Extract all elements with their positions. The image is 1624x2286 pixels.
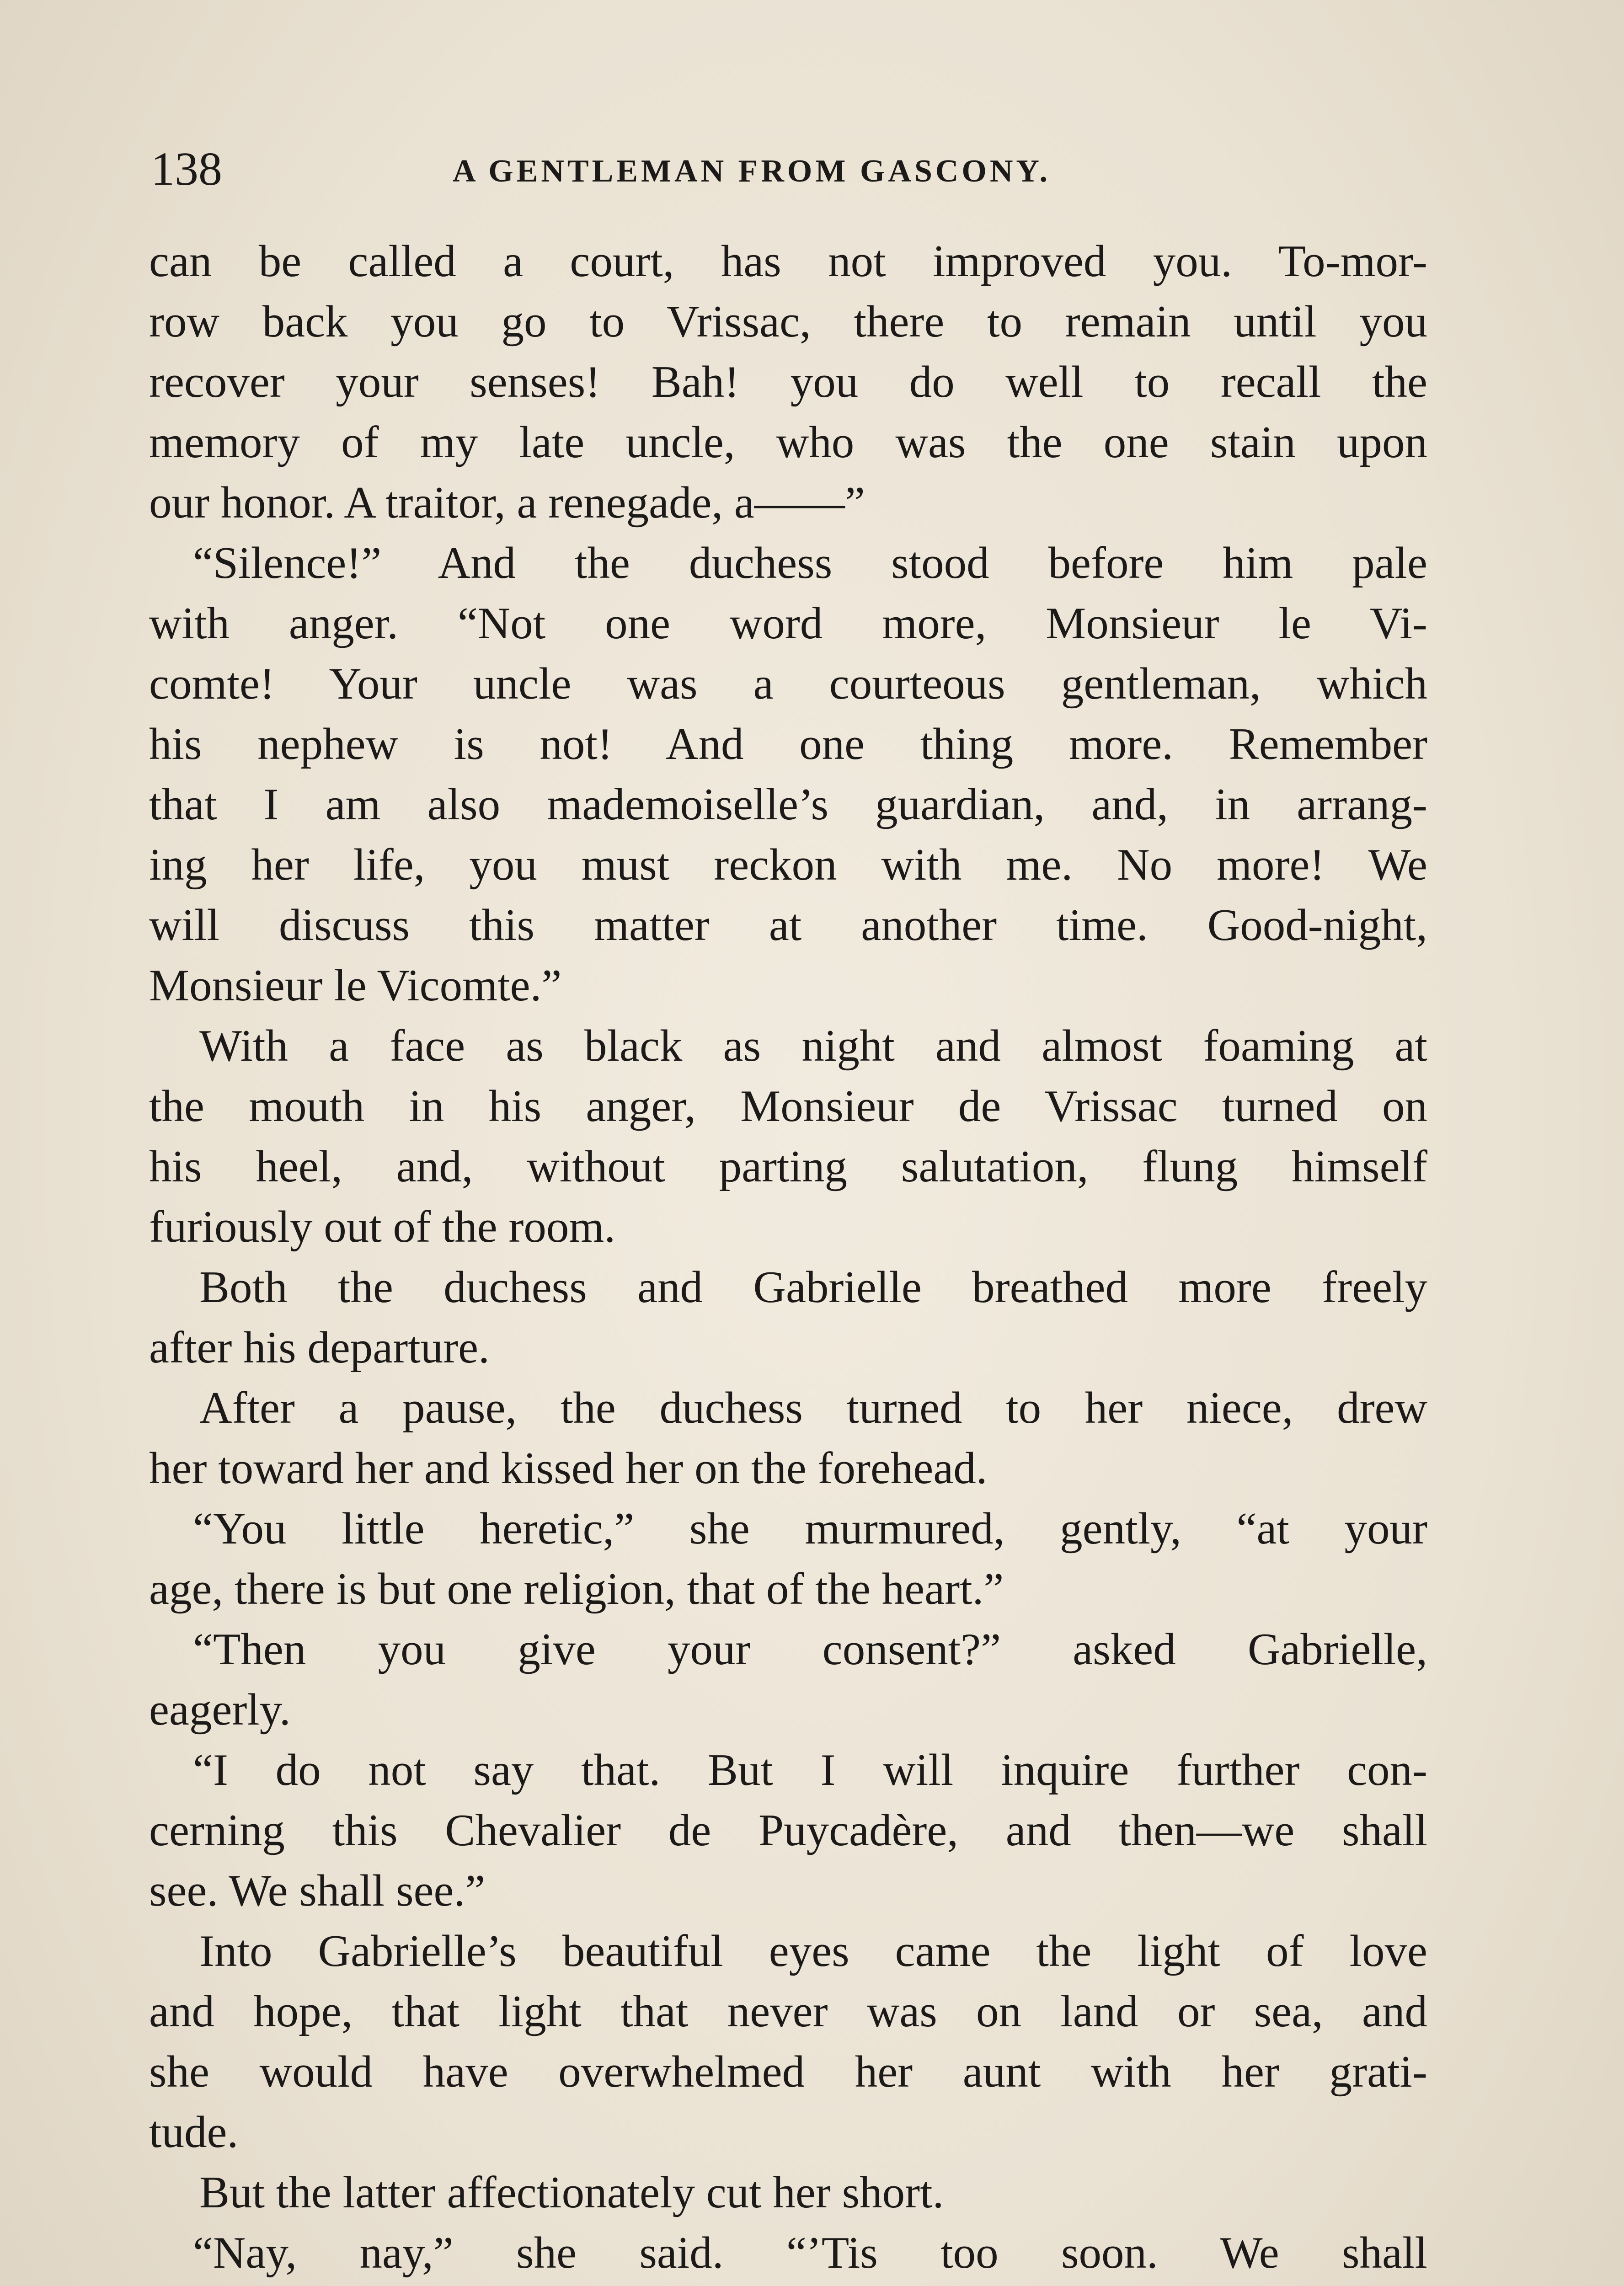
text-line: Into Gabrielle’s beautiful eyes came the light of love (199, 1926, 1427, 1976)
text-line: But the latter affectionately cut her short. (199, 2168, 944, 2217)
text-line: his nephew is not! And one thing more. Remember (149, 719, 1427, 769)
text-line: after his departure. (149, 1323, 490, 1373)
text-line: see. We shall see.” (149, 1866, 486, 1916)
text-line: “Nay, nay,” she said. “’Tis too soon. We shall (193, 2228, 1427, 2278)
running-title: A GENTLEMAN FROM GASCONY. (453, 154, 1051, 189)
text-line: tude. (149, 2107, 239, 2157)
text-line: and hope, that light that never was on land or sea, and (149, 1987, 1427, 2036)
text-line: memory of my late uncle, who was the one stain upon (149, 417, 1427, 467)
text-line: that I am also mademoiselle’s guardian, and, in arrang- (149, 780, 1427, 829)
page-number: 138 (151, 143, 222, 195)
text-line: our honor. A traitor, a renegade, a——” (149, 478, 865, 528)
text-line: the mouth in his anger, Monsieur de Vrissac turned on (149, 1081, 1427, 1131)
text-line: “You little heretic,” she murmured, gently, “at your (193, 1504, 1427, 1554)
text-line: “Silence!” And the duchess stood before him pale (193, 538, 1427, 588)
text-line: cerning this Chevalier de Puycadère, and then—we shall (149, 1805, 1427, 1855)
text-line: can be called a court, has not improved you. To-mor- (149, 236, 1427, 286)
text-line: eagerly. (149, 1685, 291, 1735)
text-line: row back you go to Vrissac, there to remain until you (149, 297, 1427, 347)
text-line: his heel, and, without parting salutation, flung himself (149, 1142, 1427, 1191)
text-line: she would have overwhelmed her aunt with her grati- (149, 2047, 1427, 2097)
text-line: ing her life, you must reckon with me. No more! We (149, 840, 1427, 890)
text-line: Both the duchess and Gabrielle breathed more freely (199, 1262, 1427, 1312)
body-text (149, 231, 1427, 2283)
text-line: With a face as black as night and almost foaming at (199, 1021, 1427, 1071)
text-line: Monsieur le Vicomte.” (149, 961, 562, 1010)
text-line: “Then you give your consent?” asked Gabrielle, (193, 1624, 1427, 1674)
text-line: with anger. “Not one word more, Monsieur le Vi- (149, 598, 1427, 648)
text-line: recover your senses! Bah! you do well to recall the (149, 357, 1427, 407)
text-line: furiously out of the room. (149, 1202, 616, 1252)
text-line: will discuss this matter at another time. Good-night, (149, 900, 1427, 950)
text-line: her toward her and kissed her on the forehead. (149, 1443, 988, 1493)
text-line: After a pause, the duchess turned to her niece, drew (199, 1383, 1427, 1433)
text-line: “I do not say that. But I will inquire further con- (193, 1745, 1427, 1795)
text-line: age, there is but one religion, that of the heart.” (149, 1564, 1004, 1614)
text-line: comte! Your uncle was a courteous gentleman, which (149, 659, 1427, 709)
running-head (151, 137, 1449, 201)
